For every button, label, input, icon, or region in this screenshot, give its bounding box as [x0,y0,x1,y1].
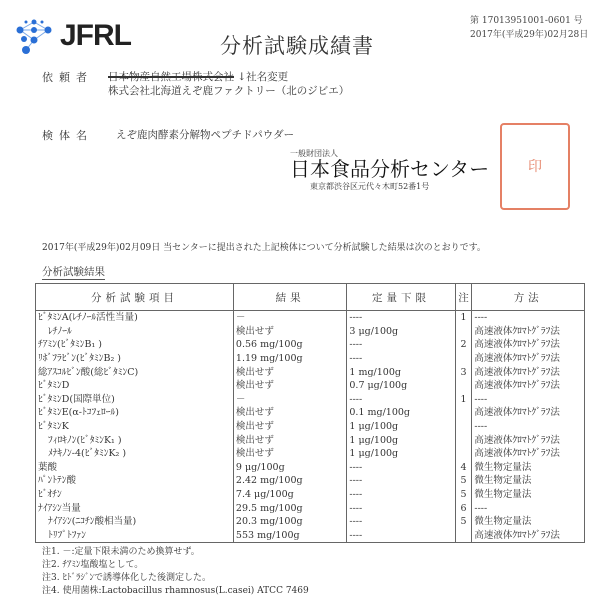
table-row [36,474,585,488]
result-value: 20.3 mg/100g [233,515,346,529]
table-row [36,515,585,529]
method: 高速液体ｸﾛﾏﾄｸﾞﾗﾌ法 [472,379,585,393]
quantitation-limit: ---- [347,352,455,366]
item-name: ﾋﾞﾀﾐﾝK [36,420,234,434]
table-row [36,406,585,420]
footnote: 注2. ﾁｱﾐﾝ塩酸塩として。 [42,560,144,571]
org-address: 東京都渋谷区元代々木町52番1号 [310,182,430,191]
header-item: 分析試験項目 [36,284,234,311]
note-number: 6 [455,501,472,515]
item-name: ﾋﾞﾀﾐﾝD(国際単位) [36,393,234,407]
result-value: 検出せず [233,406,346,420]
table-row [36,501,585,515]
note-number: 1 [455,311,472,325]
official-seal: 印 [500,123,570,210]
result-value: 検出せず [233,420,346,434]
method: 高速液体ｸﾛﾏﾄｸﾞﾗﾌ法 [472,433,585,447]
note-number: 3 [455,365,472,379]
item-name: ﾋﾞｵﾁﾝ [36,488,234,502]
footnote: 注1. －:定量下限未満のため換算せず。 [42,547,200,558]
quantitation-limit: ---- [347,393,455,407]
note-number: 2 [455,338,472,352]
method: ---- [472,311,585,325]
method: ---- [472,420,585,434]
item-name: ﾋﾞﾀﾐﾝD [36,379,234,393]
result-value: 29.5 mg/100g [233,501,346,515]
method: 微生物定量法 [472,515,585,529]
note-number: 4 [455,461,472,475]
new-client-name: 株式会社北海道えぞ鹿ファクトリー（北のジビエ） [108,85,350,97]
quantitation-limit: ---- [347,515,455,529]
quantitation-limit: ---- [347,311,455,325]
result-value: 7.4 μg/100g [233,488,346,502]
name-change-note: ↓社名変更 [237,71,289,83]
item-name: 葉酸 [36,461,234,475]
document-title: 分析試験成績書 [220,34,374,58]
table-row [36,447,585,461]
method: 微生物定量法 [472,488,585,502]
organization-block [290,148,489,192]
document-meta [470,14,588,42]
client-label: 依頼者 [42,71,93,84]
method: 高速液体ｸﾛﾏﾄｸﾞﾗﾌ法 [472,406,585,420]
note-number: 5 [455,488,472,502]
item-name: ﾌｨﾛｷﾉﾝ(ﾋﾞﾀﾐﾝK₁ ) [36,433,234,447]
old-client-name: 日本物産自然工場株式会社 [108,71,234,83]
method: ---- [472,393,585,407]
method: 高速液体ｸﾛﾏﾄｸﾞﾗﾌ法 [472,447,585,461]
quantitation-limit: ---- [347,501,455,515]
quantitation-limit: 1 mg/100g [347,365,455,379]
logo-text: JFRL [60,19,131,52]
method: 高速液体ｸﾛﾏﾄｸﾞﾗﾌ法 [472,365,585,379]
header-limit: 定量下限 [347,284,455,311]
item-name: ﾅｲｱｼﾝ当量 [36,501,234,515]
footnote: 注3. ﾋﾄﾞﾗｼﾞﾝで誘導体化した後測定した。 [42,573,211,584]
org-name: 日本食品分析センター [290,159,490,181]
result-value: 検出せず [233,447,346,461]
quantitation-limit: 1 μg/100g [347,447,455,461]
note-number [455,447,472,461]
result-value: － [233,393,346,407]
table-row [36,311,585,325]
note-number [455,529,472,543]
result-value: 検出せず [233,379,346,393]
table-row [36,433,585,447]
note-number [455,406,472,420]
jfrl-logo [14,18,131,54]
document-number: 第 17013951001-0601 号 [470,16,583,26]
footnotes [42,546,585,598]
item-name: ﾚﾁﾉｰﾙ [36,325,234,339]
table-row [36,529,585,543]
item-name: 総ｱｽｺﾙﾋﾞﾝ酸(総ﾋﾞﾀﾐﾝC) [36,365,234,379]
quantitation-limit: 0.1 mg/100g [347,406,455,420]
note-number: 5 [455,515,472,529]
method: 高速液体ｸﾛﾏﾄｸﾞﾗﾌ法 [472,325,585,339]
table-row [36,338,585,352]
note-number [455,325,472,339]
method: ---- [472,501,585,515]
header-result: 結果 [233,284,346,311]
method: 高速液体ｸﾛﾏﾄｸﾞﾗﾌ法 [472,338,585,352]
item-name: ﾒﾅｷﾉﾝ-4(ﾋﾞﾀﾐﾝK₂ ) [36,447,234,461]
method: 高速液体ｸﾛﾏﾄｸﾞﾗﾌ法 [472,529,585,543]
quantitation-limit: ---- [347,461,455,475]
quantitation-limit: 0.7 μg/100g [347,379,455,393]
table-header [36,284,585,311]
sample-label: 検体名 [42,129,93,142]
quantitation-limit: ---- [347,474,455,488]
intro-text: 2017年(平成29年)02月09日 当センターに提出された上記検体について分析試験した結果は次のとおりです。 [42,243,486,253]
client-names [108,69,288,84]
results-section [35,283,585,598]
sample-name: えぞ鹿肉酵素分解物ペプチドパウダー [116,129,295,141]
quantitation-limit: ---- [347,529,455,543]
results-table [35,283,585,543]
header-note: 注 [455,284,472,311]
footnote: 注4. 使用菌株:Lactobacillus rhamnosus(L.casei) ATCC 7469 [42,586,309,597]
item-name: ﾄﾘﾌﾟﾄﾌｧﾝ [36,529,234,543]
quantitation-limit: 1 μg/100g [347,433,455,447]
note-number [455,379,472,393]
result-value: 検出せず [233,325,346,339]
item-name: ﾋﾞﾀﾐﾝA(ﾚﾁﾉｰﾙ活性当量) [36,311,234,325]
network-logo-icon [14,18,56,54]
result-value: 1.19 mg/100g [233,352,346,366]
table-row [36,420,585,434]
note-number [455,420,472,434]
item-name: ﾘﾎﾞﾌﾗﾋﾞﾝ(ﾋﾞﾀﾐﾝB₂ ) [36,352,234,366]
org-type: 一般財団法人 [290,149,338,158]
table-row [36,393,585,407]
item-name: ﾊﾟﾝﾄﾃﾝ酸 [36,474,234,488]
result-value: 9 μg/100g [233,461,346,475]
result-value: 553 mg/100g [233,529,346,543]
result-value: 2.42 mg/100g [233,474,346,488]
quantitation-limit: ---- [347,338,455,352]
table-row [36,325,585,339]
item-name: ﾅｲｱｼﾝ(ﾆｺﾁﾝ酸相当量) [36,515,234,529]
table-row [36,461,585,475]
result-value: 0.56 mg/100g [233,338,346,352]
header-method: 方法 [472,284,585,311]
table-row [36,352,585,366]
table-row [36,365,585,379]
issue-date: 2017年(平成29年)02月28日 [470,30,589,40]
note-number [455,433,472,447]
note-number: 1 [455,393,472,407]
table-row [36,488,585,502]
note-number [455,352,472,366]
quantitation-limit: 1 μg/100g [347,420,455,434]
item-name: ﾋﾞﾀﾐﾝE(α-ﾄｺﾌｪﾛｰﾙ) [36,406,234,420]
quantitation-limit: ---- [347,488,455,502]
method: 微生物定量法 [472,461,585,475]
result-value: 検出せず [233,433,346,447]
section-title: 分析試験結果 [42,266,105,278]
result-value: － [233,311,346,325]
note-number: 5 [455,474,472,488]
quantitation-limit: 3 μg/100g [347,325,455,339]
method: 高速液体ｸﾛﾏﾄｸﾞﾗﾌ法 [472,352,585,366]
table-row [36,379,585,393]
result-value: 検出せず [233,365,346,379]
method: 微生物定量法 [472,474,585,488]
item-name: ﾁｱﾐﾝ(ﾋﾞﾀﾐﾝB₁ ) [36,338,234,352]
